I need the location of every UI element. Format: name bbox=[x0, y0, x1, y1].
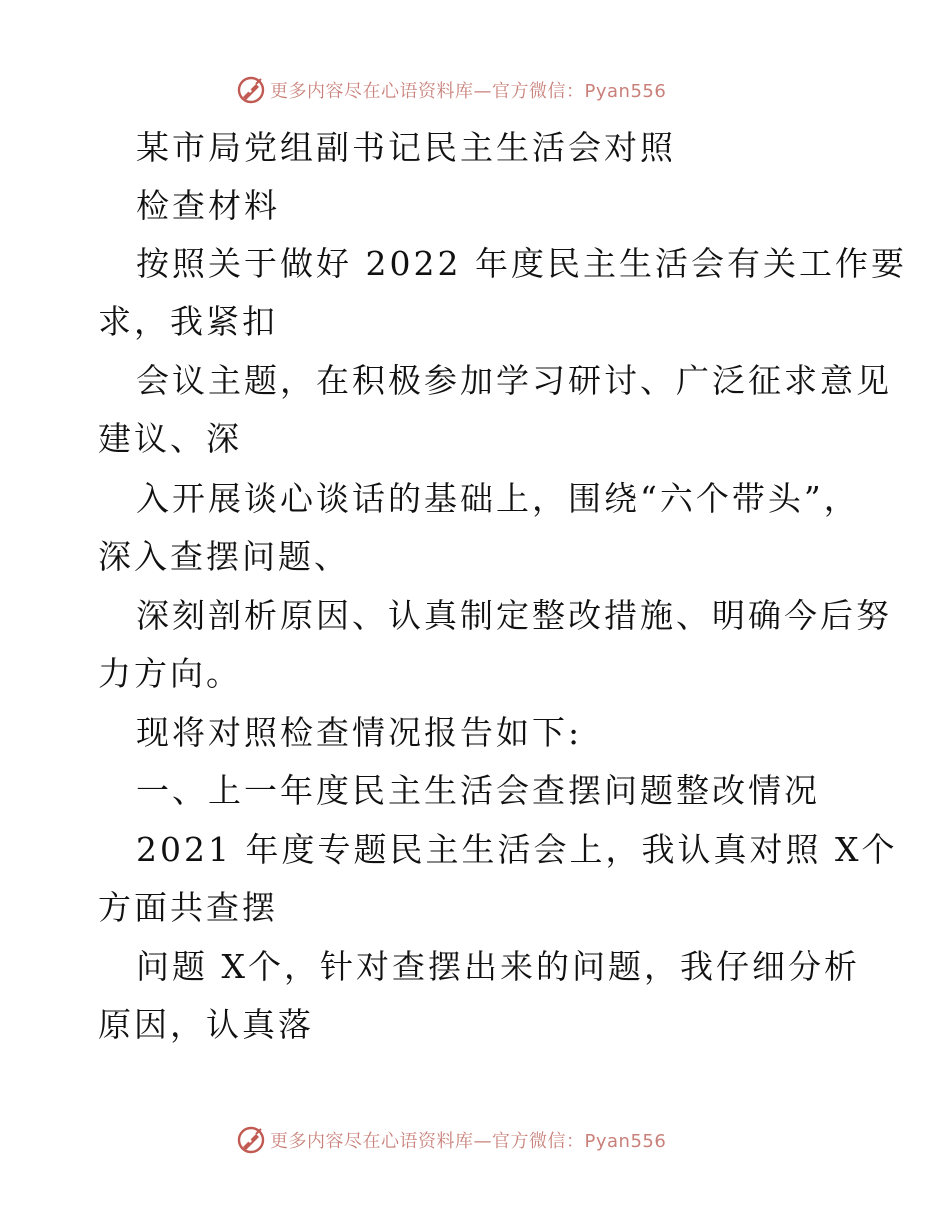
doc-title-line-2: 检查材料 bbox=[136, 186, 280, 225]
paragraph-line: 2021 年度专题民主生活会上，我认真对照 X个 bbox=[136, 830, 898, 869]
paragraph-line: 力方向。 bbox=[98, 654, 242, 693]
footer-watermark bbox=[236, 1123, 736, 1157]
section-heading: 一、上一年度民主生活会查摆问题整改情况 bbox=[136, 771, 820, 810]
paragraph-line: 建议、深 bbox=[98, 419, 242, 458]
fountain-pen-circle-icon bbox=[236, 1125, 266, 1155]
doc-title-line-1: 某市局党组副书记民主生活会对照 bbox=[136, 128, 676, 167]
watermark-text: 更多内容尽在心语资料库—官方微信：Pyan556 bbox=[270, 1131, 667, 1152]
paragraph-line: 按照关于做好 2022 年度民主生活会有关工作要 bbox=[136, 244, 907, 283]
paragraph-line: 深刻剖析原因、认真制定整改措施、明确今后努 bbox=[136, 596, 892, 635]
paragraph-line: 问题 X个，针对查摆出来的问题，我仔细分析 bbox=[136, 947, 860, 986]
paragraph-line: 会议主题，在积极参加学习研讨、广泛征求意见 bbox=[136, 361, 892, 400]
watermark-text: 更多内容尽在心语资料库—官方微信：Pyan556 bbox=[270, 81, 667, 102]
paragraph-line: 现将对照检查情况报告如下: bbox=[136, 713, 583, 752]
paragraph-line: 方面共查摆 bbox=[98, 888, 278, 927]
paragraph-line: 入开展谈心谈话的基础上，围绕“六个带头”， bbox=[136, 479, 860, 518]
paragraph-line: 原因，认真落 bbox=[98, 1005, 314, 1044]
paragraph-line: 深入查摆问题、 bbox=[98, 537, 350, 576]
paragraph-line: 求，我紧扣 bbox=[98, 302, 278, 341]
